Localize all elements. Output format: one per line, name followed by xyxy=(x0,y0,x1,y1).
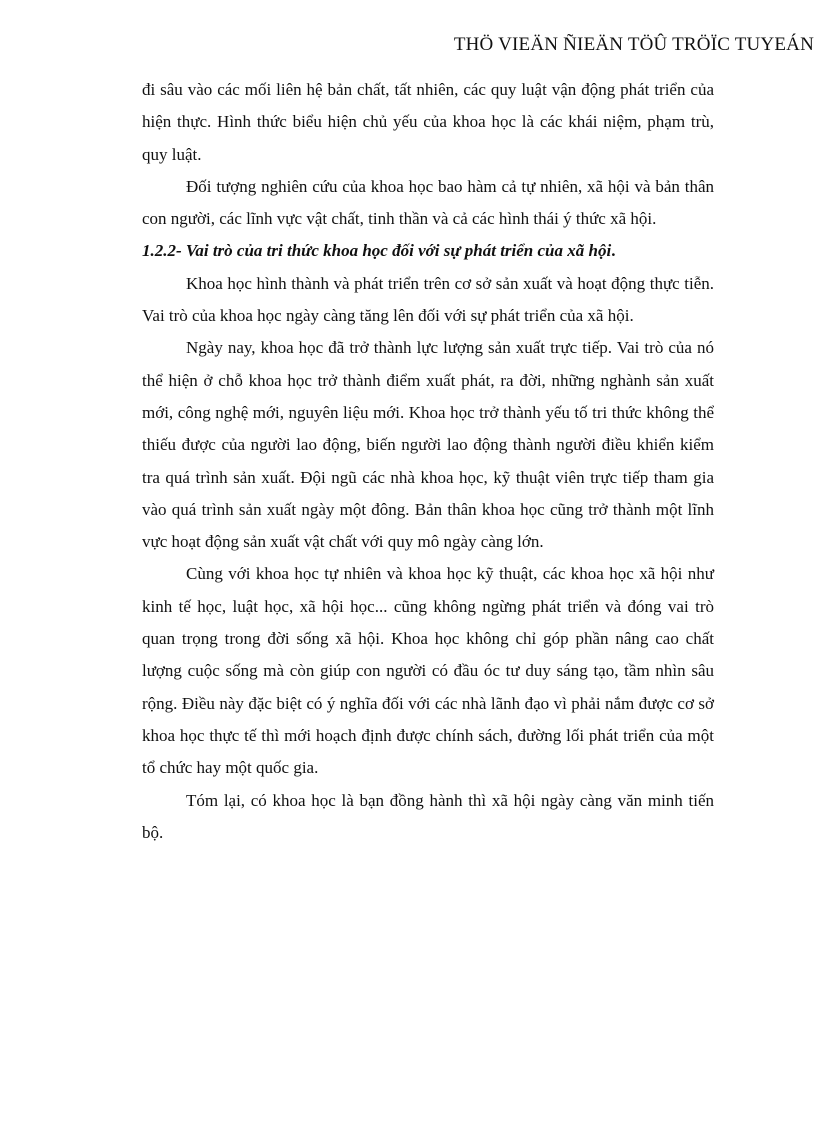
paragraph-productive-force: Ngày nay, khoa học đã trở thành lực lượng sản xuất trực tiếp. Vai trò của nó thể hiện ở chỗ khoa học trở thành điểm xuất phát, ra đời, những nghành sản xuất mới, công nghệ mới, nguyên liệu mới. Khoa học trở thành yếu tố tri thức không thể thiếu được của người lao động, biến người lao động thành người điều khiển kiểm tra quá trình sản xuất. Đội ngũ các nhà khoa học, kỹ thuật viên trực tiếp tham gia vào quá trình sản xuất ngày một đông. Bản thân khoa học cũng trở thành một lĩnh vực hoạt động sản xuất vật chất với quy mô ngày càng lớn. xyxy=(142,338,714,552)
page-header: THÖ VIEÄN ÑIEÄN TÖÛ TRÖÏC TUYEÁN xyxy=(453,34,814,55)
paragraph-conclusion: Tóm lại, có khoa học là bạn đồng hành thì xã hội ngày càng văn minh tiến bộ. xyxy=(142,790,714,842)
section-heading-text: 1.2.2- Vai trò của tri thức khoa học đối với sự phát triển của xã hội xyxy=(142,241,612,261)
body-text xyxy=(142,74,714,849)
paragraph-continuation: đi sâu vào các mối liên hệ bản chất, tất nhiên, các quy luật vận động phát triển của hiện thực. Hình thức biểu hiện chủ yếu của khoa học là các khái niệm, phạm trù, quy luật. xyxy=(142,80,714,164)
section-heading-suffix: . xyxy=(611,241,616,261)
paragraph-formation: Khoa học hình thành và phát triển trên cơ sở sản xuất và hoạt động thực tiễn. Vai trò của khoa học ngày càng tăng lên đối với sự phát triển của xã hội. xyxy=(142,273,714,326)
section-heading xyxy=(142,235,714,267)
paragraph-social-sciences: Cùng với khoa học tự nhiên và khoa học kỹ thuật, các khoa học xã hội như kinh tế học, luật học, xã hội học... cũng không ngừng phát triển và đóng vai trò quan trọng trong đời sống xã hội. Khoa học không chỉ góp phần nâng cao chất lượng cuộc sống mà còn giúp con người có đầu óc tư duy sáng tạo, tầm nhìn sâu rộng. Điều này đặc biệt có ý nghĩa đối với các nhà lãnh đạo vì phải nắm được cơ sở khoa học thực tế thì mới hoạch định được chính sách, đường lối phát triển của một tổ chức hay một quốc gia. xyxy=(142,564,714,778)
paragraph-research-object: Đối tượng nghiên cứu của khoa học bao hàm cả tự nhiên, xã hội và bản thân con người, các lĩnh vực vật chất, tinh thần và cả các hình thái ý thức xã hội. xyxy=(142,176,714,229)
